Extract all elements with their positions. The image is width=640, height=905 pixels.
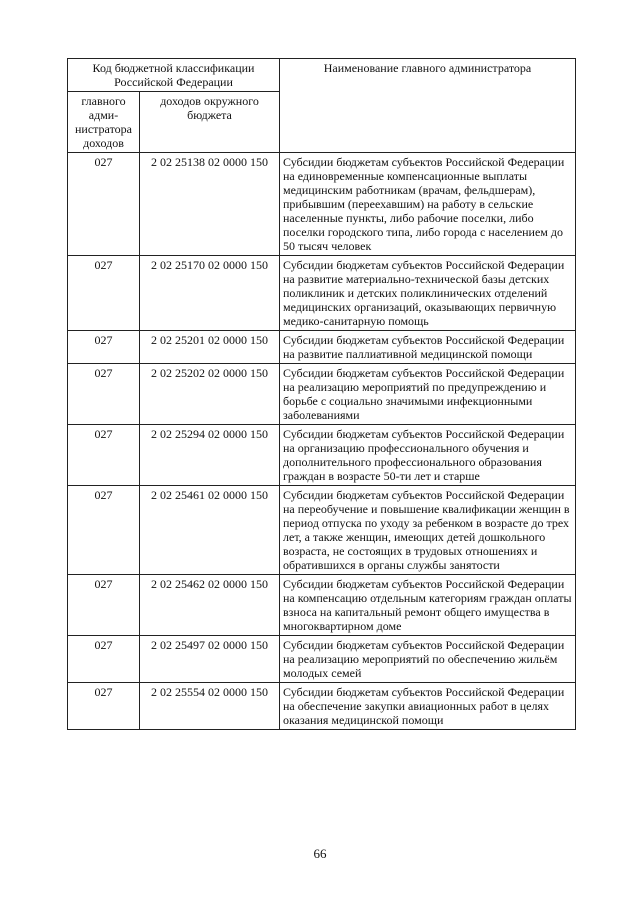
administrator-name-cell: Субсидии бюджетам субъектов Российской Федерации на организацию профессионального обучения и дополнительного профессионального образования граждан в возрасте 50-ти лет и старше <box>280 425 576 486</box>
table-row <box>68 425 576 486</box>
table-row <box>68 575 576 636</box>
administrator-name-cell: Субсидии бюджетам субъектов Российской Федерации на развитие материально-технической базы детских поликлиник и детских поликлинических отделений медицинских организаций, оказывающих первичную медико-санитарную помощь <box>280 256 576 331</box>
page-number: 66 <box>313 846 327 861</box>
table-row <box>68 683 576 730</box>
income-code-cell: 2 02 25138 02 0000 150 <box>140 153 280 256</box>
header-administrator-name: Наименование главного администратора <box>280 59 576 153</box>
admin-code-cell: 027 <box>68 331 140 364</box>
table-row <box>68 636 576 683</box>
admin-code-cell: 027 <box>68 425 140 486</box>
income-code-cell: 2 02 25554 02 0000 150 <box>140 683 280 730</box>
income-code-cell: 2 02 25294 02 0000 150 <box>140 425 280 486</box>
admin-code-cell: 027 <box>68 575 140 636</box>
admin-code-cell: 027 <box>68 364 140 425</box>
income-code-cell: 2 02 25170 02 0000 150 <box>140 256 280 331</box>
income-code-cell: 2 02 25461 02 0000 150 <box>140 486 280 575</box>
admin-code-cell: 027 <box>68 486 140 575</box>
admin-code-cell: 027 <box>68 256 140 331</box>
table-row <box>68 364 576 425</box>
administrator-name-cell: Субсидии бюджетам субъектов Российской Федерации на реализацию мероприятий по предупреждению и борьбе с социально значимыми инфекционными заболеваниями <box>280 364 576 425</box>
administrator-name-cell: Субсидии бюджетам субъектов Российской Федерации на обеспечение закупки авиационных работ в целях оказания медицинской помощи <box>280 683 576 730</box>
header-district-budget-income: доходов окружного бюджета <box>140 92 280 153</box>
administrator-name-cell: Субсидии бюджетам субъектов Российской Федерации на переобучение и повышение квалификации женщин в период отпуска по уходу за ребенком в возрасте до трех лет, а также женщин, имеющих детей дошкольного возраста, не состоящих в трудовых отношениях и обратившихся в органы службы занятости <box>280 486 576 575</box>
administrator-name-cell: Субсидии бюджетам субъектов Российской Федерации на компенсацию отдельным категориям граждан оплаты взноса на капитальный ремонт общего имущества в многоквартирном доме <box>280 575 576 636</box>
header-budget-classification-code: Код бюджетной классификации Российской Федерации <box>68 59 280 92</box>
table-row <box>68 256 576 331</box>
income-code-cell: 2 02 25462 02 0000 150 <box>140 575 280 636</box>
table-row <box>68 486 576 575</box>
header-main-administrator: главного адми-нистратора доходов <box>68 92 140 153</box>
table-row <box>68 153 576 256</box>
administrator-name-cell: Субсидии бюджетам субъектов Российской Федерации на реализацию мероприятий по обеспечению жильём молодых семей <box>280 636 576 683</box>
admin-code-cell: 027 <box>68 683 140 730</box>
budget-classification-table <box>67 58 576 730</box>
admin-code-cell: 027 <box>68 636 140 683</box>
income-code-cell: 2 02 25202 02 0000 150 <box>140 364 280 425</box>
administrator-name-cell: Субсидии бюджетам субъектов Российской Федерации на единовременные компенсационные выплаты медицинским работникам (врачам, фельдшерам), прибывшим (переехавшим) на работу в сельские населенные пункты, либо рабочие поселки, либо поселки городского типа, либо города с населением до 50 тысяч человек <box>280 153 576 256</box>
income-code-cell: 2 02 25497 02 0000 150 <box>140 636 280 683</box>
income-code-cell: 2 02 25201 02 0000 150 <box>140 331 280 364</box>
administrator-name-cell: Субсидии бюджетам субъектов Российской Федерации на развитие паллиативной медицинской помощи <box>280 331 576 364</box>
table-row <box>68 331 576 364</box>
admin-code-cell: 027 <box>68 153 140 256</box>
